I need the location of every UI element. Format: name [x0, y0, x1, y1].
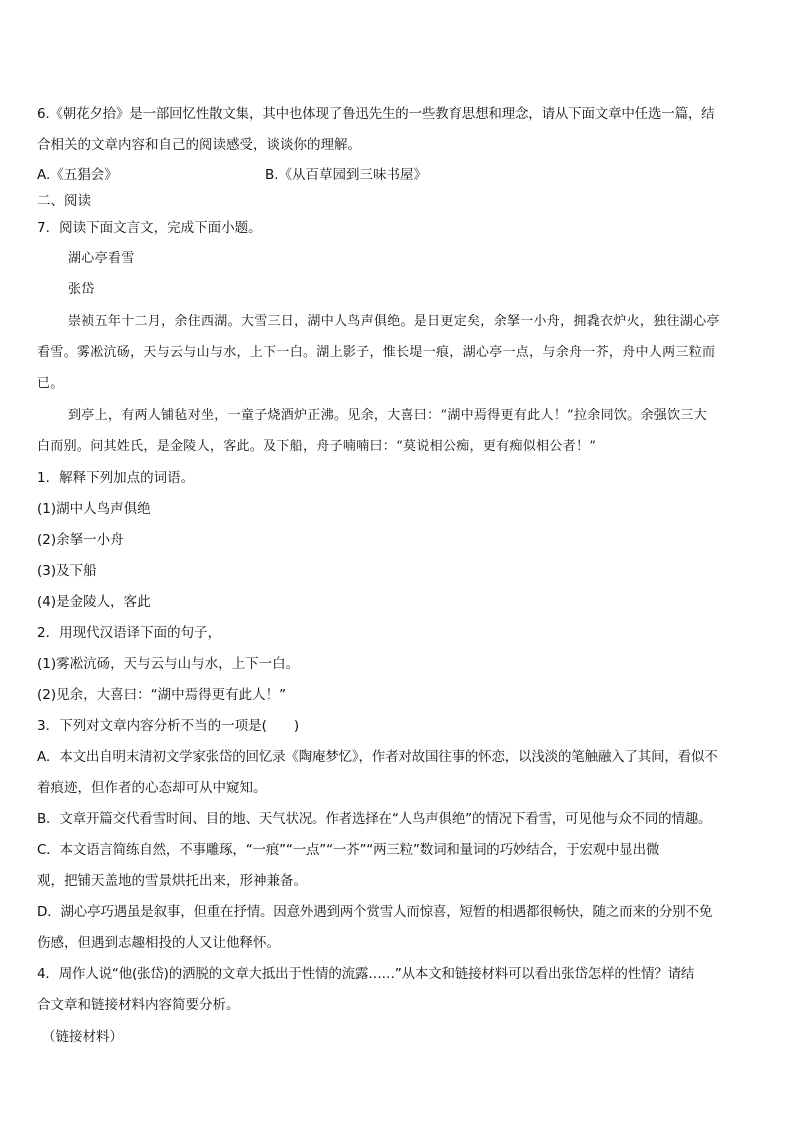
link-material-label: （链接材料） — [42, 1029, 123, 1045]
sub2-item-2: (2)见余，大喜曰：“湖中焉得更有此人！” — [37, 687, 287, 703]
sub3-option-c-line1: C．本文语言简练自然，不事雕琢，“一痕”“一点”“一芥”“两三粒”数词和量词的巧妙结合，于宏观中显出微 — [37, 842, 660, 858]
sub2-stem: 2．用现代汉语译下面的句子， — [37, 625, 222, 641]
sub3-option-a-line1: A．本文出自明末清初文学家张岱的回忆录《陶庵梦忆》，作者对故国往事的怀恋，以浅淡的笔触融入了其间，看似不 — [37, 749, 718, 765]
sub1-item-2: (2)余拏一小舟 — [37, 532, 124, 548]
q7-stem: 7．阅读下面文言文，完成下面小题。 — [37, 220, 262, 236]
q6-stem-line1: 6.《朝花夕拾》是一部回忆性散文集，其中也体现了鲁迅先生的一些教育思想和理念，请从下面文章中任选一篇，结 — [37, 106, 715, 122]
sub4-stem-line1: 4．周作人说“他(张岱)的洒脱的文章大抵出于性情的流露……”从本文和链接材料可以看出张岱怎样的性情？请结 — [37, 966, 695, 982]
sub1-item-4: (4)是金陵人，客此 — [37, 594, 151, 610]
passage-p1-line2: 看雪。雾凇沆砀，天与云与山与水，上下一白。湖上影子，惟长堤一痕，湖心亭一点，与余舟一芥，舟中人两三粒而 — [37, 345, 716, 360]
q6-options — [37, 165, 757, 185]
sub3-option-a-line2: 着痕迹，但作者的心态却可从中窥知。 — [37, 780, 267, 796]
sub1-item-1: (1)湖中人鸟声俱绝 — [37, 501, 151, 517]
passage-p1-line1: 崇祯五年十二月，余住西湖。大雪三日，湖中人鸟声俱绝。是日更定矣，余拏一小舟，拥毳衣炉火，独往湖心亭 — [68, 314, 720, 329]
sub3-option-c-line2: 观，把铺天盖地的雪景烘托出来，形神兼备。 — [37, 873, 307, 889]
passage-author: 张岱 — [68, 282, 95, 297]
sub3-stem: 3．下列对文章内容分析不当的一项是( ) — [37, 718, 300, 734]
q6-option-a: A.《五猖会》 — [37, 167, 118, 183]
sub1-item-3: (3)及下船 — [37, 563, 97, 579]
q6-option-b: B.《从百草园到三味书屋》 — [265, 167, 428, 183]
section-title: 二、阅读 — [37, 193, 91, 209]
sub3-option-d-line2: 伤感，但遇到志趣相投的人又让他释怀。 — [37, 935, 280, 951]
q6-stem-line2: 合相关的文章内容和自己的阅读感受，谈谈你的理解。 — [37, 137, 361, 153]
passage-title: 湖心亭看雪 — [68, 251, 135, 266]
sub2-item-1: (1)雾凇沆砀，天与云与山与水，上下一白。 — [37, 656, 300, 672]
sub3-option-b: B．文章开篇交代看雪时间、目的地、天气状况。作者选择在“人鸟声俱绝”的情况下看雪，可见他与众不同的情趣。 — [37, 811, 712, 827]
passage-p2-line2: 白而别。问其姓氏，是金陵人，客此。及下船，舟子喃喃曰：“莫说相公痴，更有痴似相公者！” — [37, 439, 597, 454]
passage-p1-line3: 已。 — [37, 376, 64, 391]
sub1-stem: 1．解释下列加点的词语。 — [37, 470, 195, 486]
sub4-stem-line2: 合文章和链接材料内容简要分析。 — [37, 997, 240, 1013]
sub3-option-d-line1: D．湖心亭巧遇虽是叙事，但重在抒情。因意外遇到两个赏雪人而惊喜，短暂的相遇都很畅快，随之而来的分别不免 — [37, 904, 713, 920]
passage-p2-line1: 到亭上，有两人铺毡对坐，一童子烧酒炉正沸。见余，大喜曰：“湖中焉得更有此人！”拉余同饮。余强饮三大 — [68, 408, 707, 423]
